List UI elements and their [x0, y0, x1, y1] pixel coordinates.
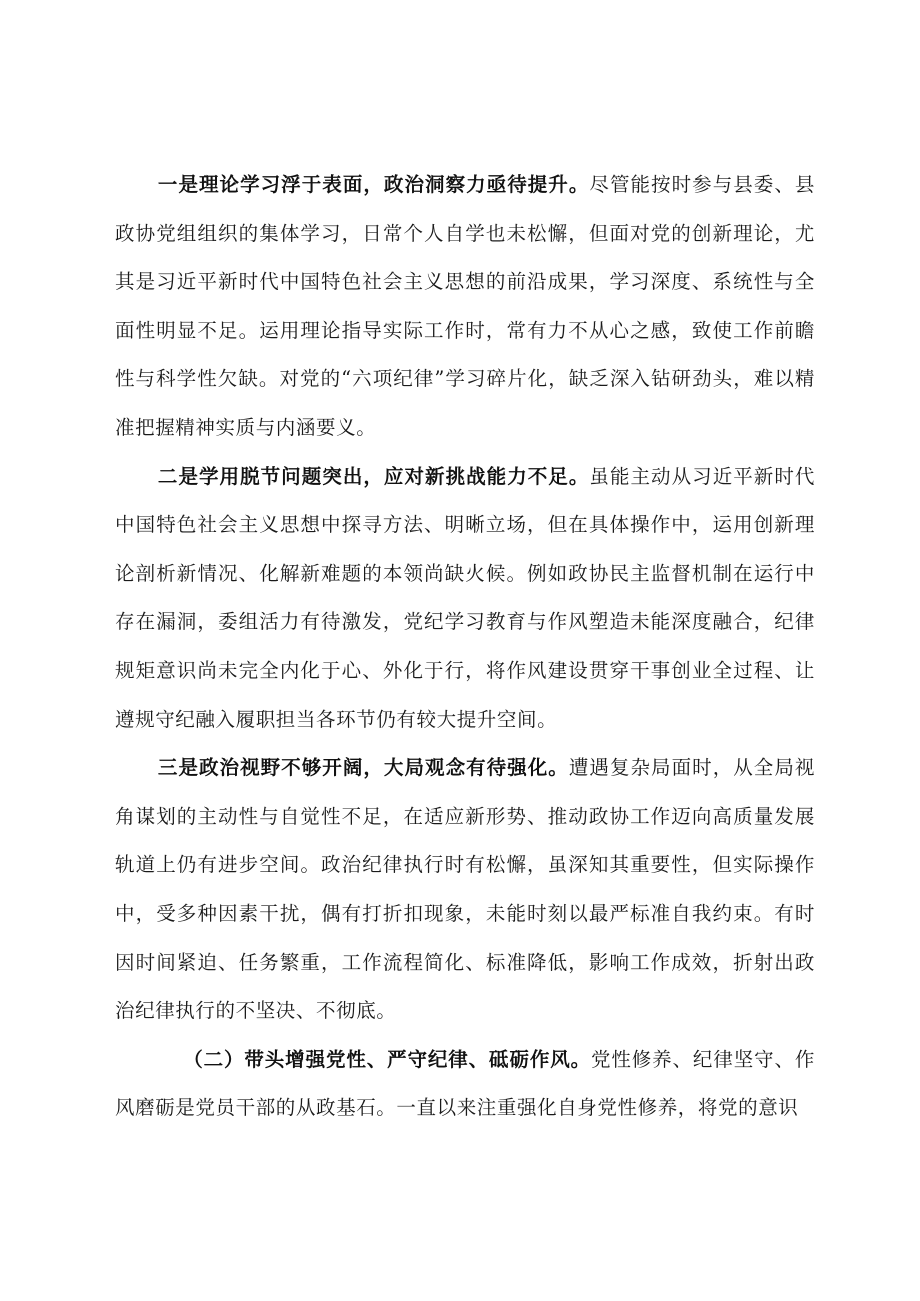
section-heading: （二）带头增强党性、严守纪律、砥砺作风。	[183, 1047, 591, 1071]
paragraph-heading: 一是理论学习浮于表面，政治洞察力亟待提升。	[157, 173, 590, 196]
paragraph-text: 党性修养、纪律坚守、作风磨砺是党员干部的从政基石。一直以来注重强化自身党性修养，将党的意识	[115, 1047, 815, 1120]
paragraph-heading: 三是政治视野不够开阔，大局观念有待强化。	[157, 756, 569, 780]
section-heading-paragraph	[115, 1036, 815, 1133]
paragraph-text: 尽管能按时参与县委、县政协党组组织的集体学习，日常个人自学也未松懈，但面对党的创新理论，尤其是习近平新时代中国特色社会主义思想的前沿成果，学习深度、系统性与全面性明显不足。运用理论指导实际工作时，常有力不从心之感，致使工作前瞻性与科学性欠缺。对党的“六项纪律”学习碎片化，缺乏深入钻研劲头，难以精准把握精神实质与内涵要义。	[115, 173, 815, 439]
paragraph-text: 遭遇复杂局面时，从全局视角谋划的主动性与自觉性不足，在适应新形势、推动政协工作迈向高质量发展轨道上仍有进步空间。政治纪律执行时有松懈，虽深知其重要性，但实际操作中，受多种因素干扰，偶有打折扣现象，未能时刻以最严标准自我约束。有时因时间紧迫、任务繁重，工作流程简化、标准降低，影响工作成效，折射出政治纪律执行的不坚决、不彻底。	[115, 756, 815, 1023]
paragraph-political-vision	[115, 744, 815, 1036]
paragraph-heading: 二是学用脱节问题突出，应对新挑战能力不足。	[157, 464, 590, 488]
document-body	[115, 161, 815, 1133]
paragraph-theory-study	[115, 161, 815, 453]
paragraph-study-application	[115, 453, 815, 745]
paragraph-text: 虽能主动从习近平新时代中国特色社会主义思想中探寻方法、明晰立场，但在具体操作中，运用创新理论剖析新情况、化解新难题的本领尚缺火候。例如政协民主监督机制在运行中存在漏洞，委组活力有待激发，党纪学习教育与作风塑造未能深度融合，纪律规矩意识尚未完全内化于心、外化于行，将作风建设贯穿干事创业全过程、让遵规守纪融入履职担当各环节仍有较大提升空间。	[115, 464, 815, 731]
